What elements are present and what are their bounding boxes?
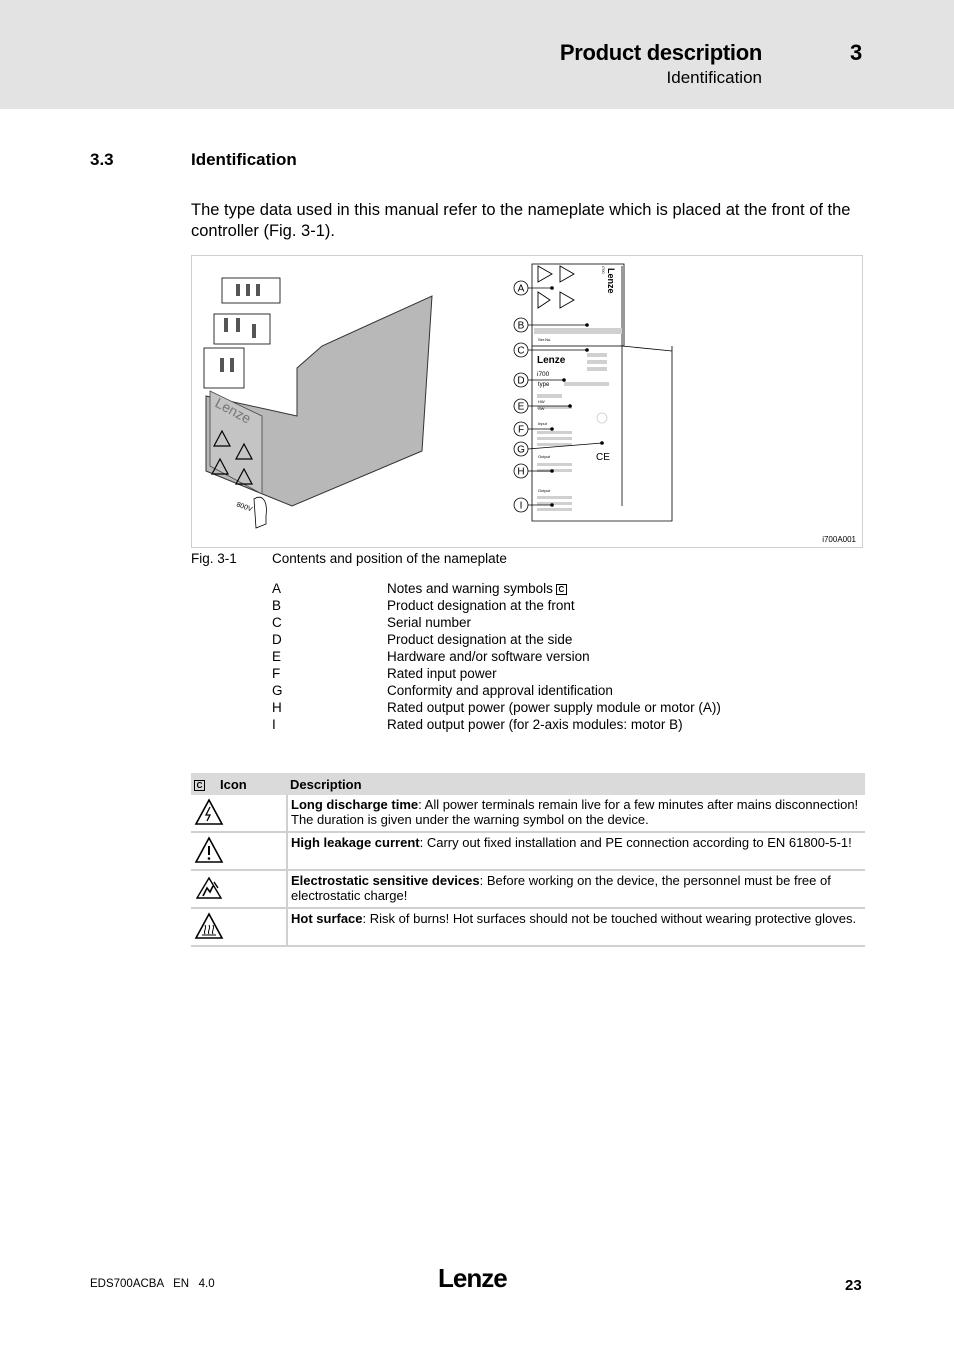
legend-text: Product designation at the side (387, 632, 573, 647)
legend-letter: B (272, 598, 282, 613)
table-row (191, 795, 865, 832)
description-text: : Carry out fixed installation and PE connection according to EN 61800-5-1! (419, 835, 852, 850)
plate-sw-label: SW (538, 406, 545, 411)
figure-caption-label: Fig. 3-1 (191, 551, 237, 566)
legend-letter: E (272, 649, 282, 664)
description-text: : All power terminals remain live for a few minutes after mains disconnection! The duration is given under the warning symbol on the device. (291, 797, 859, 827)
notes-symbol-icon: C (556, 584, 567, 595)
legend-text: Rated output power (power supply module or motor (A)) (387, 700, 721, 715)
plate-output2-label: Output (538, 488, 551, 493)
plate-model: i700 (537, 371, 550, 378)
description-text: : Risk of burns! Hot surfaces should not be touched without wearing protective gloves. (362, 911, 857, 926)
legend-letter: F (272, 666, 281, 681)
callout-dot (550, 286, 554, 290)
figure-code: i700A001 (822, 535, 856, 544)
page-number: 23 (845, 1277, 862, 1294)
notes-symbol-icon: C (194, 780, 205, 791)
callout-label: D (517, 375, 525, 387)
column-header-description: Description (287, 773, 865, 795)
legend-text: Serial number (387, 615, 472, 630)
callout-label: E (517, 401, 525, 413)
callout-dot (585, 323, 589, 327)
document-code: EDS700ACBA EN 4.0 (90, 1278, 215, 1290)
header-band (0, 0, 954, 109)
nameplate-illustration (192, 256, 862, 547)
column-header-icon: Icon (217, 773, 287, 795)
legend-text: Conformity and approval identification (387, 683, 613, 698)
plate-side-brand: Lenze (606, 268, 616, 294)
callout-dot (562, 378, 566, 382)
description-title: Long discharge time (291, 797, 419, 812)
nameplate (532, 264, 672, 521)
svg-text:800V: 800V (235, 501, 254, 514)
callout-dot (585, 348, 589, 352)
table-row (191, 832, 865, 870)
legend-text: Hardware and/or software version (387, 649, 590, 664)
description-title: Hot surface (291, 911, 363, 926)
callout-label: A (517, 283, 525, 295)
device-brand-text: Lenze (212, 394, 254, 427)
table-row (191, 908, 865, 946)
chapter-title: Product description (559, 40, 762, 65)
warning-icons-table (191, 773, 865, 947)
plate-serial-label: Ser.No. (538, 337, 552, 342)
chapter-subtitle: Identification (666, 68, 762, 87)
callout-label: G (517, 444, 525, 456)
hot-surface-icon (194, 912, 224, 940)
lenze-logo: Lenze (438, 1263, 507, 1293)
general-warning-icon (194, 836, 224, 864)
legend-letter: C (272, 615, 282, 630)
callout-label: H (517, 466, 525, 478)
callout-label: I (519, 500, 523, 512)
plate-hw-label: HW (538, 399, 545, 404)
callout-label: C (517, 345, 525, 357)
callout-label: B (517, 320, 525, 332)
plate-brand: Lenze (537, 355, 566, 366)
figure-caption-text: Contents and position of the nameplate (272, 551, 507, 566)
legend-letter: A (272, 581, 282, 596)
callout-dot (550, 503, 554, 507)
section-title: Identification (191, 150, 297, 169)
section-number: 3.3 (90, 150, 114, 169)
plate-input-label: Input (538, 421, 547, 426)
callout-dot (568, 404, 572, 408)
callout-label: F (517, 424, 525, 436)
legend-text: Rated output power (for 2-axis modules: motor B) (387, 717, 683, 732)
esd-icon (194, 874, 224, 902)
chapter-number: 3 (850, 40, 863, 65)
description-title: Electrostatic sensitive devices (291, 873, 480, 888)
nameplate-figure (191, 255, 863, 548)
callout-dot (600, 441, 604, 445)
plate-side-model: i700 (601, 266, 606, 274)
legend-letter: H (272, 700, 282, 715)
legend-letter: I (272, 717, 276, 732)
callout-dot (550, 427, 554, 431)
legend-letter: D (272, 632, 282, 647)
controller-device (202, 278, 432, 546)
legend-text: Rated input power (387, 666, 497, 681)
callout-dot (550, 469, 554, 473)
plate-output1-label: Output (538, 454, 551, 459)
table-row (191, 870, 865, 908)
table-header-row (191, 773, 865, 795)
legend-text: Product designation at the front (387, 598, 575, 613)
description-text: : Before working on the device, the personnel must be free of electrostatic charge! (291, 873, 831, 903)
description-title: High leakage current (291, 835, 420, 850)
intro-paragraph: The type data used in this manual refer to the nameplate which is placed at the front of the controller (Fig. 3-1). (191, 201, 851, 240)
discharge-warning-icon (194, 798, 224, 826)
plate-type-label: type (538, 382, 550, 388)
legend-letter: G (272, 683, 283, 698)
legend-text: Notes and warning symbols (387, 581, 553, 596)
plate-ce-mark: CE (596, 452, 610, 463)
